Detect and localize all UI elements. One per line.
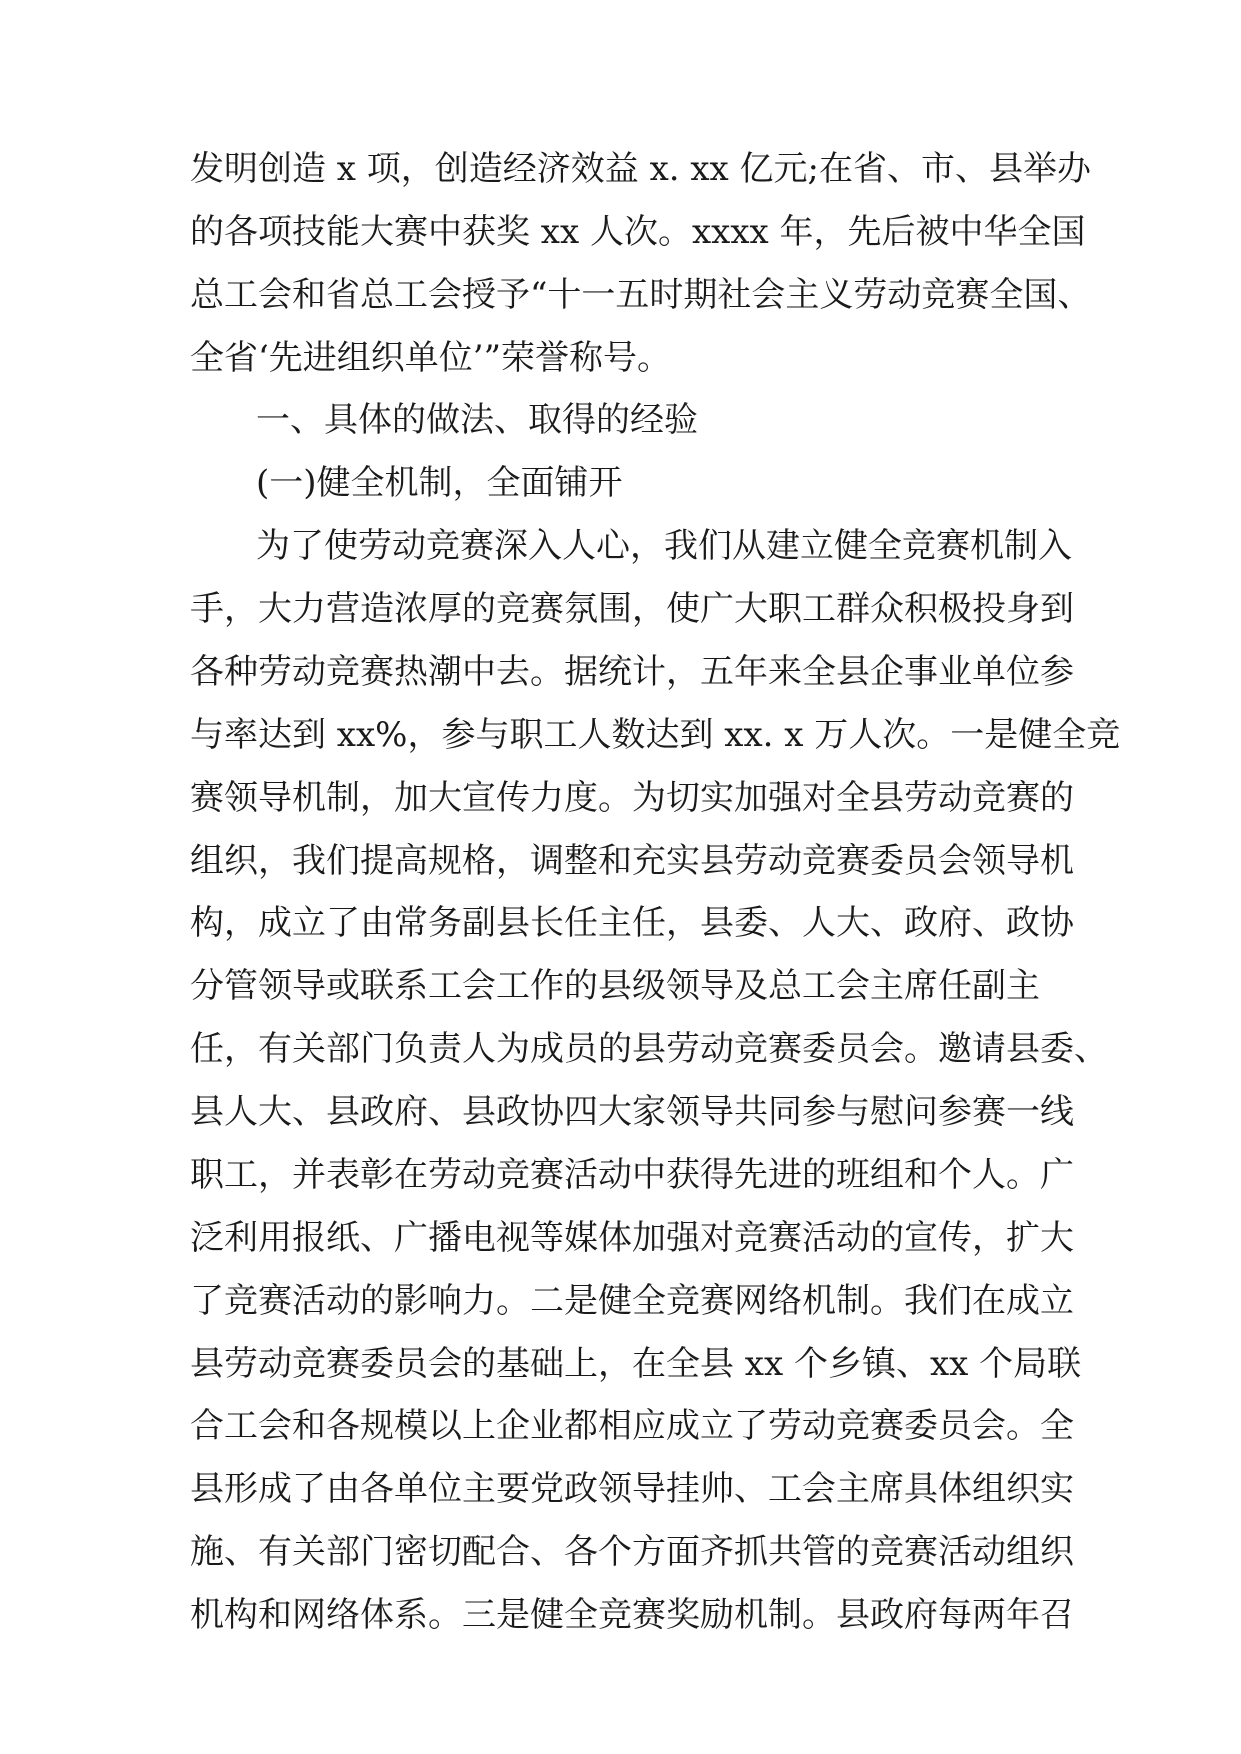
paragraph-first-line: 为了使劳动竞赛深入人心，我们从建立健全竞赛机制入 <box>256 526 1072 567</box>
text-line: 机构和网络体系。三是健全竞赛奖励机制。县政府每两年召 <box>190 1595 1074 1635</box>
text-line: 发明创造 x 项，创造经济效益 x. xx 亿元;在省、市、县举办 <box>190 149 1091 189</box>
text-line: 分管领导或联系工会工作的县级领导及总工会主席任副主 <box>190 966 1040 1007</box>
text-line: 任，有关部门负责人为成员的县劳动竞赛委员会。邀请县委、 <box>190 1029 1108 1070</box>
text-line: 泛利用报纸、广播电视等媒体加强对竞赛活动的宣传，扩大 <box>190 1217 1074 1258</box>
text-line: 县劳动竞赛委员会的基础上，在全县 xx 个乡镇、xx 个局联 <box>190 1343 1082 1384</box>
text-line: 各种劳动竞赛热潮中去。据统计，五年来全县企事业单位参 <box>190 651 1074 692</box>
text-line: 县人大、县政府、县政协四大家领导共同参与慰问参赛一线 <box>190 1092 1074 1133</box>
text-line: 与率达到 xx%，参与职工人数达到 xx. x 万人次。一是健全竞 <box>190 714 1121 755</box>
text-line: 了竞赛活动的影响力。二是健全竞赛网络机制。我们在成立 <box>190 1280 1074 1321</box>
text-line: 合工会和各规模以上企业都相应成立了劳动竞赛委员会。全 <box>190 1406 1074 1447</box>
text-line: 组织，我们提高规格，调整和充实县劳动竞赛委员会领导机 <box>190 840 1074 881</box>
text-line: 全省‘先进组织单位’”荣誉称号。 <box>190 337 671 378</box>
text-line: 构，成立了由常务副县长任主任，县委、人大、政府、政协 <box>190 903 1074 944</box>
text-line: 县形成了由各单位主要党政领导挂帅、工会主席具体组织实 <box>190 1469 1074 1510</box>
text-line: 的各项技能大赛中获奖 xx 人次。xxxx 年，先后被中华全国 <box>190 211 1086 252</box>
section-heading: 一、具体的做法、取得的经验 <box>256 400 698 441</box>
subsection-heading: (一)健全机制，全面铺开 <box>256 463 623 504</box>
text-line: 施、有关部门密切配合、各个方面齐抓共管的竞赛活动组织 <box>190 1532 1074 1573</box>
text-line: 赛领导机制，加大宣传力度。为切实加强对全县劳动竞赛的 <box>190 777 1074 818</box>
text-line: 总工会和省总工会授予“十一五时期社会主义劳动竞赛全国、 <box>190 274 1092 315</box>
text-line: 手，大力营造浓厚的竞赛氛围，使广大职工群众积极投身到 <box>190 589 1074 630</box>
text-line: 职工，并表彰在劳动竞赛活动中获得先进的班组和个人。广 <box>190 1154 1074 1195</box>
